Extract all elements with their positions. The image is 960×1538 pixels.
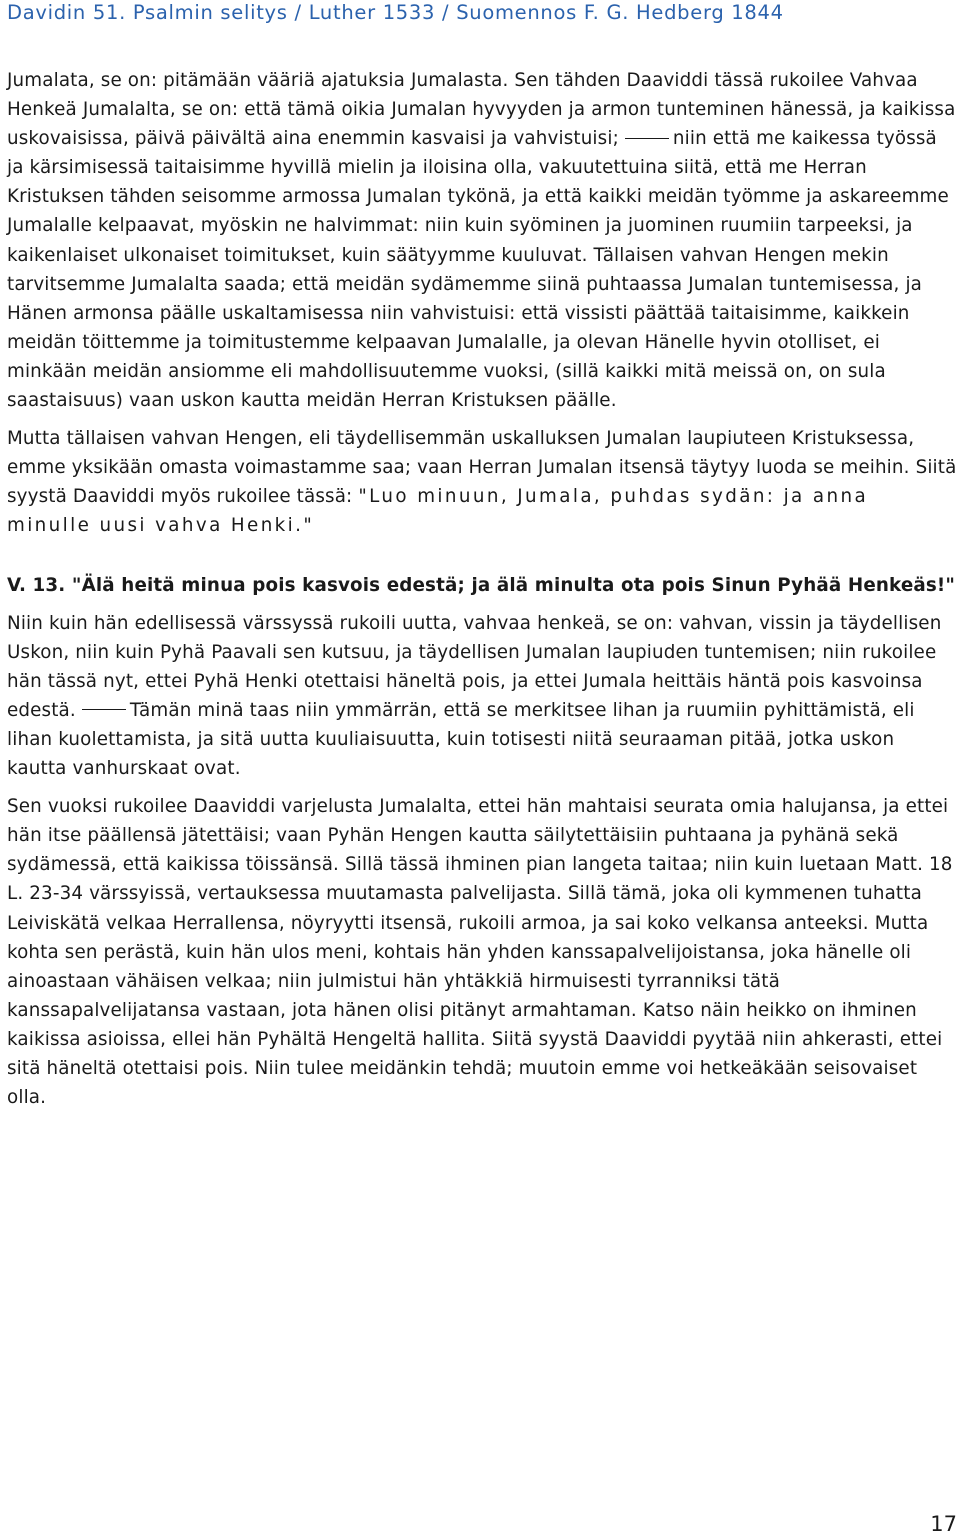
paragraph-3-part-a: Niin kuin hän edellisessä värssyssä rukoili uutta, vahvaa henkeä, se on: vahvan, vissin ja täydellisen Uskon, niin kuin Pyhä Paavali sen kutsuu, ja täydellisen Jumalan laupiuden tuntemisen; niin rukoilee hän tässä nyt, ettei Pyhä Henki otettaisi häneltä pois, ja ettei Jumala heittäis häntä pois kasvoinsa edestä. — [7, 612, 942, 721]
em-dash-rule — [82, 709, 126, 710]
paragraph-3 — [7, 609, 959, 784]
page-body — [7, 66, 959, 1121]
quoted-prayer: "Luo minuun, Jumala, puhdas sydän: ja anna minulle uusi vahva Henki." — [7, 486, 869, 537]
page-number: 17 — [930, 1512, 957, 1536]
paragraph-1-part-b: niin että me kaikessa työssä ja kärsimisessä taitaisimme hyvillä mielin ja iloisina olla, vakuutettuina siitä, että me Herran Kristuksen tähden seisomme armossa Jumalan tykönä, ja että kaikki meidän työmme ja askareemme Jumalalle kelpaavat, myöskin ne halvimmat: niin kuin syöminen ja juominen ruumiin tarpeeksi, ja kaikenlaiset ulkonaiset toimitukset, kuin säätyymme kuuluvat. Tällaisen vahvan Hengen mekin tarvitsemme Jumalalta saada; että meidän sydämemme siinä puhtaassa Jumalan tuntemisessa, ja Hänen armonsa päälle uskaltamisessa niin vahvistuisi: että vissisti päättää taitaisimme, kaikkein meidän töittemme ja toimitustemme kelpaavan Jumalalle, ja olevan Hänelle hyvin otolliset, ei minkään meidän ansiomme eli mahdollisuutemme vuoksi, (sillä kaikki mitä meissä on, on sula saastaisuus) vaan uskon kautta meidän Herran Kristuksen päälle. — [7, 128, 949, 412]
paragraph-2-part-a: Mutta tällaisen vahvan Hengen, eli täydellisemmän uskalluksen Jumalan laupiuteen Kristuksessa, emme yksikään omasta voimastamme saa; vaan Herran Jumalan itsensä täytyy luoda se meihin. Siitä syystä Daaviddi myös rukoilee tässä: — [7, 428, 957, 508]
running-header: Davidin 51. Psalmin selitys / Luther 1533 / Suomennos F. G. Hedberg 1844 — [7, 1, 784, 24]
verse-heading: V. 13. "Älä heitä minua pois kasvois edestä; ja älä minulta ota pois Sinun Pyhää Henkeäs!" — [7, 574, 956, 596]
paragraph-4: Sen vuoksi rukoilee Daaviddi varjelusta Jumalalta, ettei hän mahtaisi seurata omia halujansa, ja ettei hän itse päällensä jätettäisi; vaan Pyhän Hengen kautta säilytettäisiin puhtaana ja pyhänä sekä sydämessä, että kaikissa töissänsä. Sillä tässä ihminen pian langeta taitaa; niin kuin luetaan Matt. 18 L. 23-34 värssyissä, vertauksessa muutamasta palvelijasta. Sillä tämä, joka oli kymmenen tuhatta Leiviskätä velkaa Herrallensa, nöyryytti itsensä, rukoili armoa, ja sai koko velkansa anteeksi. Mutta kohta sen perästä, kuin hän ulos meni, kohtais hän yhden kanssapalvelijoistansa, joka hänelle oli ainoastaan vähäisen velkaa; niin julmistui hän yhtäkkiä hirmuisesti tyrranniksi tätä kanssapalvelijatansa vastaan, jota hänen olisi pitänyt armahtaman. Katso näin heikko on ihminen kaikissa asioissa, ellei hän Pyhältä Hengeltä hallita. Siitä syystä Daaviddi pyytää niin ahkerasti, ettei sitä häneltä otettaisi pois. Niin tulee meidänkin tehdä; muutoin emme voi hetkeäkään seisovaiset olla. — [7, 796, 953, 1109]
paragraph-1 — [7, 66, 959, 415]
paragraph-3-part-b: Tämän minä taas niin ymmärrän, että se merkitsee lihan ja ruumiin pyhittämistä, eli lihan kuolettamista, ja sitä uutta kuuliaisuutta, kuin totisesti niitä seuraaman pitää, jotka uskon kautta vanhurskaat ovat. — [7, 699, 915, 780]
paragraph-2 — [7, 424, 959, 540]
em-dash-rule — [625, 138, 669, 139]
paragraph-1-part-a: Jumalata, se on: pitämään vääriä ajatuksia Jumalasta. Sen tähden Daaviddi tässä rukoilee Vahvaa Henkeä Jumalalta, se on: että tämä oikia Jumalan hyvyyden ja armon tunteminen hänessä, ja kaikissa uskovaisissa, päivä päivältä aina enemmin kasvaisi ja vahvistuisi; — [7, 70, 956, 150]
